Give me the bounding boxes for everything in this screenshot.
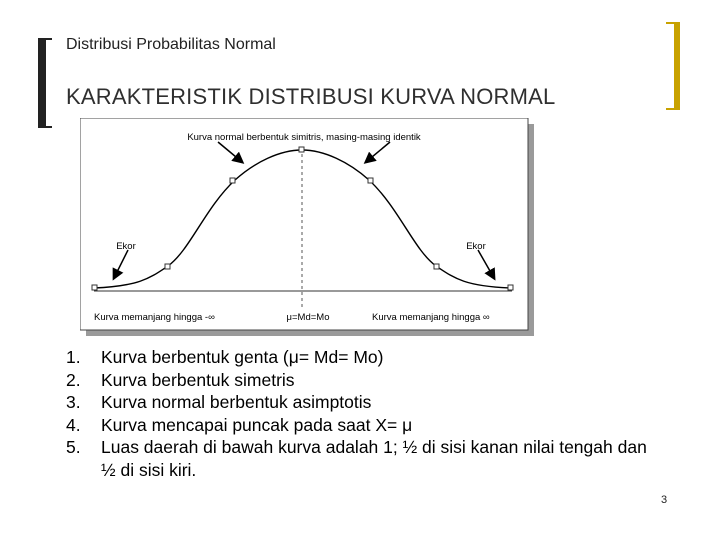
list-item [66, 414, 666, 437]
curve-marker [299, 147, 304, 152]
list-text: Kurva mencapai puncak pada saat X= μ [101, 414, 413, 435]
left-tail-label: Ekor [116, 241, 136, 252]
center-axis-label: μ=Md=Mo [286, 312, 330, 323]
normal-curve-figure [80, 118, 534, 336]
list-number: 3. [66, 392, 81, 412]
list-number: 1. [66, 347, 81, 367]
right-tail-label: Ekor [466, 241, 486, 252]
slide-title: KARAKTERISTIK DISTRIBUSI KURVA NORMAL [66, 84, 556, 109]
curve-marker [165, 264, 170, 269]
slide-subtitle: Distribusi Probabilitas Normal [66, 36, 276, 53]
list-item [66, 391, 666, 414]
curve-marker [230, 178, 235, 183]
list-item [66, 369, 666, 392]
list-number: 2. [66, 369, 81, 390]
right-bracket-decoration [666, 22, 680, 110]
list-text: Kurva berbentuk simetris [101, 369, 295, 390]
right-axis-label: Kurva memanjang hingga ∞ [372, 312, 490, 323]
characteristics-list [66, 346, 666, 481]
curve-marker [92, 285, 97, 290]
list-number: 4. [66, 414, 81, 435]
left-bracket-decoration [38, 38, 52, 128]
top-annotation-text: Kurva normal berbentuk simitris, masing-masing identik [187, 132, 421, 143]
curve-marker [434, 264, 439, 269]
curve-marker [368, 178, 373, 183]
list-number: 5. [66, 437, 81, 457]
left-axis-label: Kurva memanjang hingga -∞ [94, 312, 215, 323]
page-number: 3 [661, 494, 668, 506]
list-text: Luas daerah di bawah kurva adalah 1; ½ di sisi kanan nilai tengah dan ½ di sisi kiri. [101, 437, 647, 480]
list-text: Kurva berbentuk genta (μ= Md= Mo) [101, 347, 384, 367]
list-item [66, 436, 666, 481]
curve-marker [508, 285, 513, 290]
list-item [66, 346, 666, 369]
list-text: Kurva normal berbentuk asimptotis [101, 392, 372, 412]
